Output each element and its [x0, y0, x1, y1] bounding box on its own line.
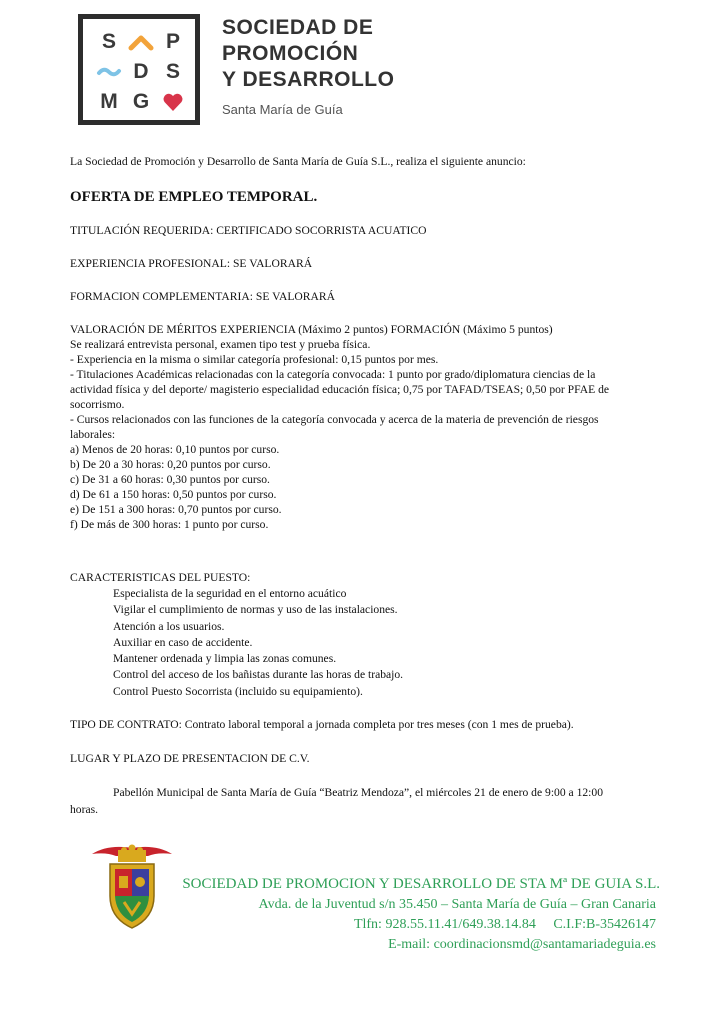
valoracion-line: - Experiencia en la misma o similar categoría profesional: 0,15 puntos por mes.	[70, 353, 439, 366]
lugar-heading: LUGAR Y PLAZO DE PRESENTACION DE C.V.	[70, 752, 310, 765]
valoracion-line: b) De 20 a 30 horas: 0,20 puntos por curso.	[70, 458, 271, 471]
valoracion-line: - Cursos relacionados con las funciones de la categoría convocada y acerca de la materia de prevención de riesgos	[70, 413, 599, 426]
valoracion-line: - Titulaciones Académicas relacionadas con la categoría convocada: 1 punto por grado/diplomatura ciencias de la	[70, 368, 596, 381]
footer-company: SOCIEDAD DE PROMOCION Y DESARROLLO DE STA Mª DE GUIA S.L.	[182, 876, 660, 892]
valoracion-line: e) De 151 a 300 horas: 0,70 puntos por curso.	[70, 503, 282, 516]
logo-letter: D	[133, 60, 149, 83]
wave-icon	[93, 57, 125, 87]
footer-phone: Tlfn: 928.55.11.41/649.38.14.84 C.I.F:B-35426147	[353, 917, 656, 932]
logo-letter: G	[132, 90, 150, 113]
logo-letter: M	[100, 90, 118, 113]
valoracion-line: c) De 31 a 60 horas: 0,30 puntos por curso.	[70, 473, 270, 486]
offer-title: OFERTA DE EMPLEO TEMPORAL.	[70, 189, 318, 205]
brand-name-line2: PROMOCIÓN	[222, 42, 359, 65]
list-item: Vigilar el cumplimiento de normas y uso de las instalaciones.	[113, 603, 398, 617]
lugar-detail-line2: horas.	[70, 803, 99, 816]
valoracion-line: a) Menos de 20 horas: 0,10 puntos por curso.	[70, 443, 280, 456]
list-item: Mantener ordenada y limpia las zonas comunes.	[113, 652, 337, 666]
coat-of-arms-icon	[88, 840, 176, 932]
logo-letter: P	[165, 30, 180, 53]
valoracion-heading: VALORACIÓN DE MÉRITOS EXPERIENCIA (Máximo 2 puntos) FORMACIÓN (Máximo 5 puntos)	[70, 323, 553, 336]
heart-icon	[157, 87, 189, 117]
intro-text: La Sociedad de Promoción y Desarrollo de Santa María de Guía S.L., realiza el siguiente anuncio:	[70, 155, 526, 168]
valoracion-line: d) De 61 a 150 horas: 0,50 puntos por curso.	[70, 488, 277, 501]
valoracion-line: actividad física y del deporte/ magisterio especialidad educación física; 0,75 por TAFAD/TSEAS; 0,50 por PFAE de	[70, 383, 610, 396]
valoracion-section	[70, 322, 609, 532]
brand-name-line1: SOCIEDAD DE	[222, 16, 374, 39]
logo-letter: S	[165, 60, 180, 83]
footer-email: E-mail: coordinacionsmd@santamariadeguia.es	[388, 937, 656, 952]
titulacion-text: TITULACIÓN REQUERIDA: CERTIFICADO SOCORRISTA ACUATICO	[70, 224, 427, 237]
brand-subtitle: Santa María de Guía	[222, 102, 343, 117]
list-item: Especialista de la seguridad en el entorno acuático	[113, 587, 347, 600]
valoracion-line: laborales:	[70, 428, 116, 441]
list-item: Auxiliar en caso de accidente.	[113, 635, 253, 649]
logo-letter: S	[101, 30, 116, 53]
list-item: Atención a los usuarios.	[113, 619, 225, 633]
list-item: Control Puesto Socorrista (incluido su equipamiento).	[113, 684, 363, 698]
brand-name-line3: Y DESARROLLO	[222, 68, 395, 91]
caracteristicas-list	[113, 586, 403, 700]
tipo-contrato-text: TIPO DE CONTRATO: Contrato laboral temporal a jornada completa por tres meses (con 1 mes de prueba).	[70, 718, 574, 731]
brand-logo-mark	[78, 14, 200, 125]
valoracion-line: Se realizará entrevista personal, examen tipo test y prueba física.	[70, 338, 371, 351]
lugar-detail-line1: Pabellón Municipal de Santa María de Guía “Beatriz Mendoza”, el miércoles 21 de enero de 9:00 a 12:00	[113, 786, 603, 799]
list-item: Control del acceso de los bañistas durante las horas de trabajo.	[113, 668, 404, 682]
formacion-text: FORMACION COMPLEMENTARIA: SE VALORARÁ	[70, 290, 336, 303]
footer-address: Avda. de la Juventud s/n 35.450 – Santa María de Guía – Gran Canaria	[258, 897, 656, 912]
caracteristicas-heading: CARACTERISTICAS DEL PUESTO:	[70, 571, 251, 584]
chevron-up-icon	[125, 27, 157, 57]
valoracion-line: socorrismo.	[70, 398, 125, 411]
valoracion-line: f) De más de 300 horas: 1 punto por curso.	[70, 518, 269, 531]
experiencia-text: EXPERIENCIA PROFESIONAL: SE VALORARÁ	[70, 257, 313, 270]
